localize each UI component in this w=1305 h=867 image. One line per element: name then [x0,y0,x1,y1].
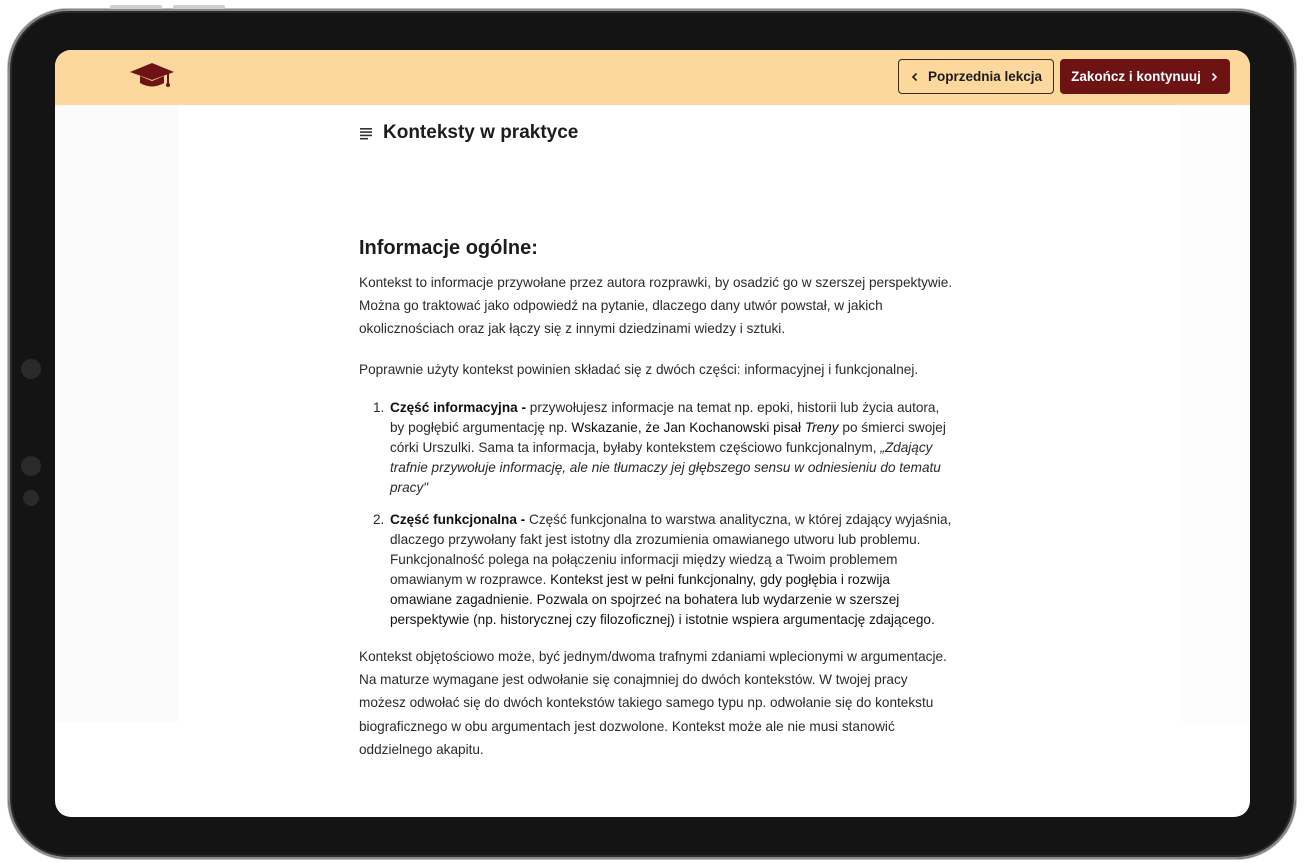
list-item [359,398,954,498]
context-parts-list [359,398,954,630]
sensor-dot [23,490,39,506]
chevron-left-icon [910,72,920,82]
list-item [359,510,954,630]
finish-continue-button[interactable] [1060,59,1230,94]
section-heading: Informacje ogólne: [359,237,538,259]
list-text: Część funkcjonalna to warstwa analityczna, w której zdający wyjaśnia, dlaczego przywołany fakt jest istotny dla zrozumienia omawianego utworu lub problemu. Funkcjonalność polega na połączeniu informacji między wiedzą a Twoim problemem omawianym w rozprawce. [390,512,952,587]
left-side-panel [55,105,179,722]
list-text: po śmierci swojej córki Urszulki. Sama ta informacja, byłaby kontekstem częściowo funkcjonalnym, [390,420,946,455]
screen [55,50,1250,817]
top-bar [55,50,1250,105]
lesson-title-text: Konteksty w praktyce [383,122,579,143]
finish-continue-label: Zakończ i kontynuuj [1071,69,1201,84]
list-italic: „Zdający trafnie przywołuje informację, ale nie tłumaczy jej głębszego sensu w odniesieniu do tematu pracy" [390,440,941,495]
previous-lesson-label: Poprzednia lekcja [927,69,1043,84]
sensor-dot [21,456,41,476]
volume-button-2 [173,5,225,9]
previous-lesson-button[interactable] [898,59,1054,94]
lines-icon [359,126,373,140]
volume-button-1 [110,5,162,9]
intro-paragraph: Kontekst to informacje przywołane przez autora rozprawki, by osadzić go w szerszej perspektywie. Można go traktować jako odpowiedź na pytanie, dlaczego dany utwór powstał, w jakich okolicznościach oraz jak łączy się z innymi dziedzinami wiedzy i sztuki. [359,275,953,337]
list-term: Część funkcjonalna - [390,512,526,527]
list-term: Część informacyjna - [390,400,526,415]
list-text: przywołujesz informacje na temat np. epoki, historii lub życia autora, by pogłębić argumentację np. [390,400,940,435]
graduation-cap-icon[interactable] [128,60,176,90]
list-number: 1. [373,400,385,415]
chevron-right-icon [1209,72,1219,82]
outro-paragraph: Kontekst objętościowo może, być jednym/dwoma trafnymi zdaniami wplecionymi w argumentacje. Na maturze wymagane jest odwołanie się conajmniej do dwóch kontekstów. W twojej pracy możesz odwołać się do dwóch kontekstów takiego samego typu np. odwołanie się do kontekstu biograficznego w obu argumentach jest dozwolone. Kontekst może ale nie musi stanowić oddzielnego akapitu. [359,649,947,757]
list-italic: Treny [804,420,839,435]
right-side-panel [1180,105,1250,722]
list-number: 2. [373,512,385,527]
sensor-dot [21,359,41,379]
list-text: Wskazanie, że Jan Kochanowski pisał [571,420,805,435]
lesson-title [359,122,578,144]
list-text: Kontekst jest w pełni funkcjonalny, gdy pogłębia i rozwija omawiane zagadnienie. Pozwala on spojrzeć na bohatera lub wydarzenie w szerszej perspektywie (np. historycznej czy filozoficznej) i istotnie wspiera argumentację zdającego. [390,572,935,627]
parts-intro-paragraph: Poprawnie użyty kontekst powinien składać się z dwóch części: informacyjnej i funkcjonalnej. [359,362,919,377]
